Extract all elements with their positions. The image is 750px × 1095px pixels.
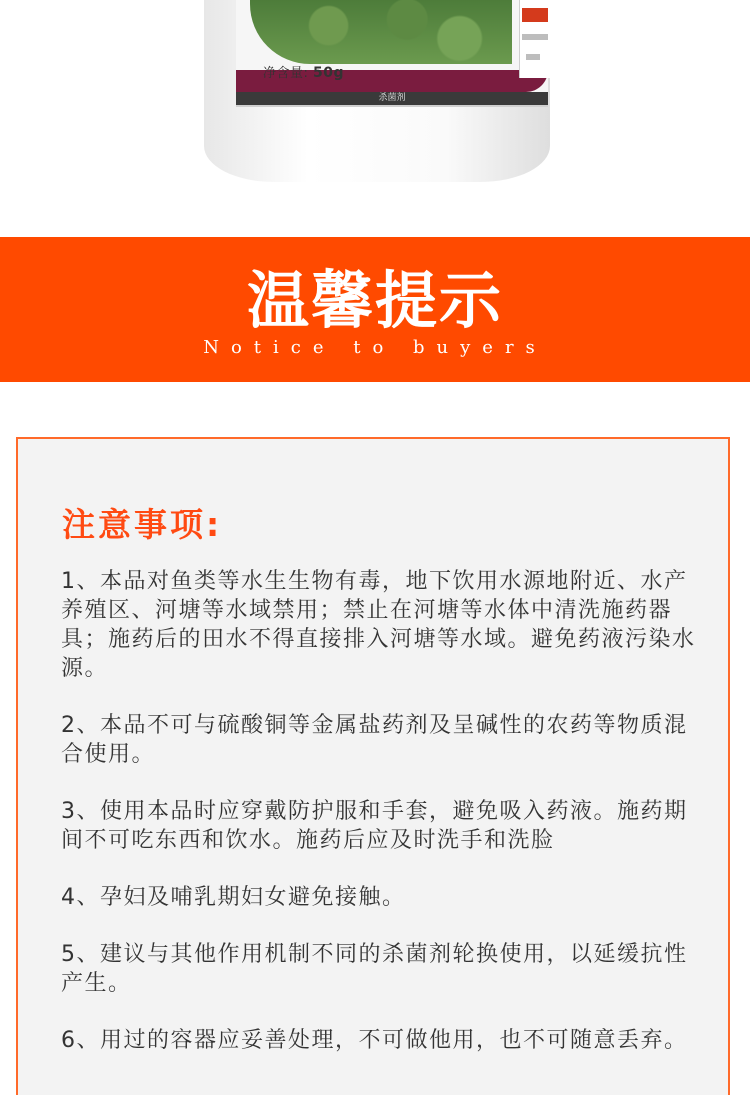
notice-item-5: 5、建议与其他作用机制不同的杀菌剂轮换使用，以延缓抗性产生。	[61, 942, 688, 996]
notice-item-1: 1、本品对鱼类等水生生物有毒，地下饮用水源地附近、水产养殖区、河塘等水域禁用；禁止在河塘等水体中清洗施药器具；施药后的田水不得直接排入河塘等水域。避免药液污染水源。	[61, 569, 696, 681]
notice-item-2: 2、本品不可与硫酸铜等金属盐药剂及呈碱性的农药等物质混合使用。	[61, 713, 688, 767]
product-type-label: 杀菌剂	[236, 92, 548, 105]
net-content-label: 净含量:	[263, 66, 309, 81]
notice-banner	[0, 237, 750, 382]
crop-photo	[250, 0, 512, 64]
notice-card	[16, 437, 730, 1095]
notice-list	[61, 567, 701, 1083]
notice-heading: 注意事项:	[62, 505, 223, 544]
notice-item-3: 3、使用本品时应穿戴防护服和手套，避免吸入药液。施药期间不可吃东西和饮水。施药后应及时洗手和洗脸	[61, 799, 688, 853]
label-side-panel	[519, 0, 550, 78]
notice-item-4: 4、孕妇及哺乳期妇女避免接触。	[61, 885, 406, 910]
banner-subtitle: Notice to buyers	[203, 337, 547, 358]
banner-title: 温馨提示	[246, 264, 503, 337]
net-content	[263, 62, 344, 81]
net-content-value: 50g	[313, 65, 345, 81]
notice-item-6: 6、用过的容器应妥善处理，不可做他用，也不可随意丢弃。	[61, 1028, 688, 1053]
product-photo	[0, 0, 750, 237]
